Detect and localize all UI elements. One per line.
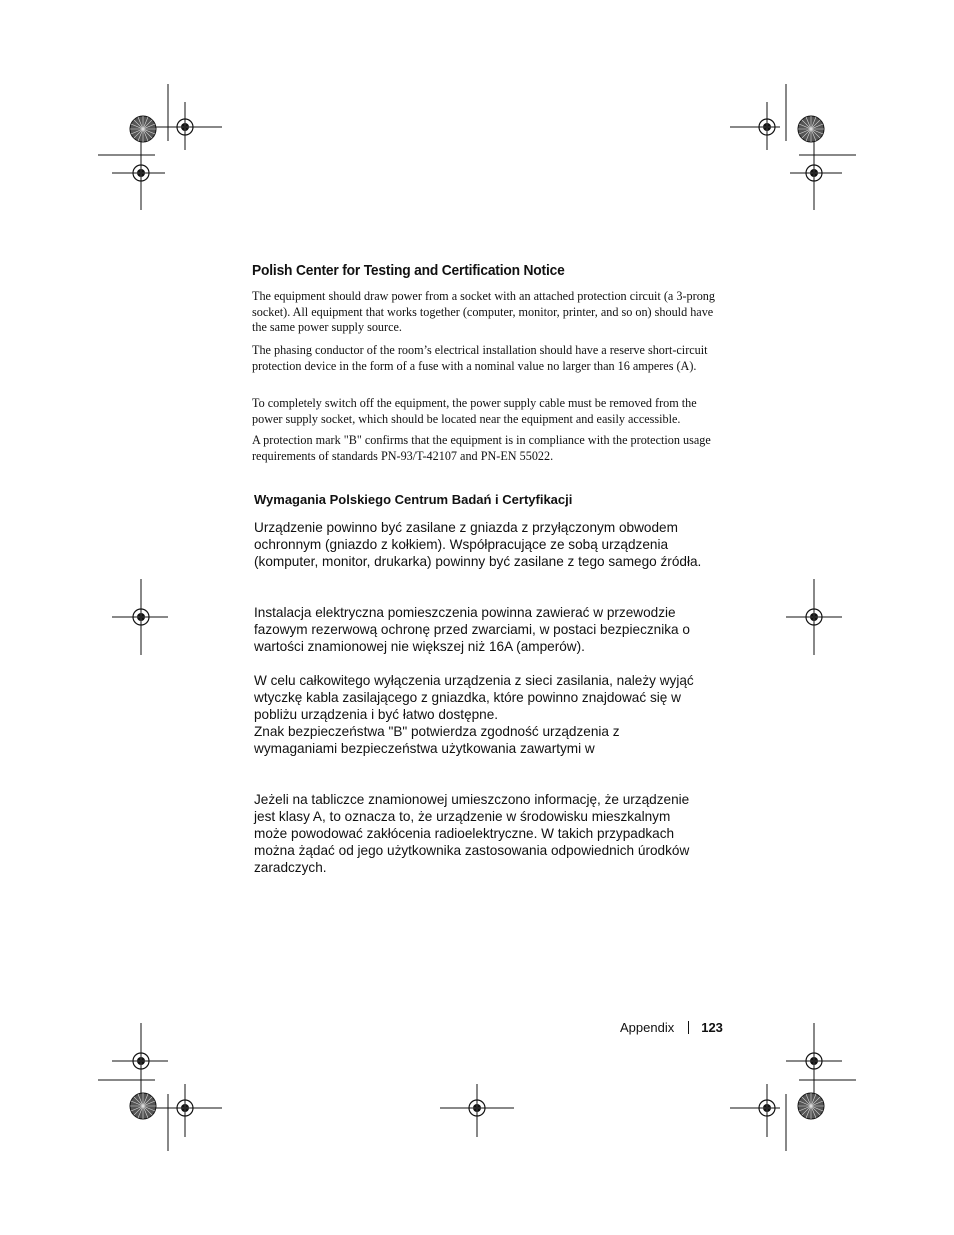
polish-paragraph-socket: Urządzenie powinno być zasilane z gniazda z przyłączonym obwodem ochronnym (gniazdo z kołkiem). Współpracujące ze sobą urządzenia (komputer, monitor, drukarka) powinny być zasilane z tego samego źródła. — [254, 520, 702, 569]
english-notice-heading: Polish Center for Testing and Certification Notice — [252, 262, 565, 279]
page-number: 123 — [701, 1020, 723, 1035]
english-paragraph-fuse: The phasing conductor of the room’s electrical installation should have a reserve short-circuit protection device in the form of a fuse with a nominal value no larger than 16 amperes (A). — [252, 343, 708, 373]
polish-paragraph-switch-off: W celu całkowitego wyłączenia urządzenia z sieci zasilania, należy wyjąć wtyczkę kabla zasilającego z gniazdka, które powinno znajdować się w pobliżu urządzenia i być łatwo dostępne. — [254, 673, 694, 722]
page-footer — [620, 1020, 723, 1035]
english-paragraph-protection-mark: A protection mark "B" confirms that the equipment is in compliance with the protection usage requirements of standards PN-93/T-42107 and PN-EN 55022. — [252, 433, 711, 463]
english-paragraph-socket: The equipment should draw power from a socket with an attached protection circuit (a 3-prong socket). All equipment that works together (computer, monitor, printer, and so on) should have the same power supply source. — [252, 289, 715, 335]
polish-paragraph-protection-mark: Znak bezpieczeństwa "B" potwierdza zgodność urządzenia z wymaganiami bezpieczeństwa użytkowania zawartymi w — [254, 724, 620, 756]
polish-paragraph-fuse: Instalacja elektryczna pomieszczenia powinna zawierać w przewodzie fazowym rezerwową ochronę przed zwarciami, w postaci bezpiecznika o wartości znamionowej nie większej niż 16A (amperów). — [254, 605, 690, 654]
footer-section-label: Appendix — [620, 1020, 675, 1035]
polish-notice-heading: Wymagania Polskiego Centrum Badań i Certyfikacji — [254, 492, 573, 507]
english-paragraph-switch-off: To completely switch off the equipment, the power supply cable must be removed from the power supply socket, which should be located near the equipment and easily accessible. — [252, 396, 697, 426]
footer-divider — [688, 1021, 689, 1034]
polish-paragraph-class-a: Jeżeli na tabliczce znamionowej umieszczono informację, że urządzenie jest klasy A, to oznacza to, że urządzenie w środowisku mieszkalnym może powodować zakłócenia radioelektryczne. W takich przypadkach można żądać od jego użytkownika zastosowania odpowiednich úrodków zaradczych. — [254, 792, 690, 875]
